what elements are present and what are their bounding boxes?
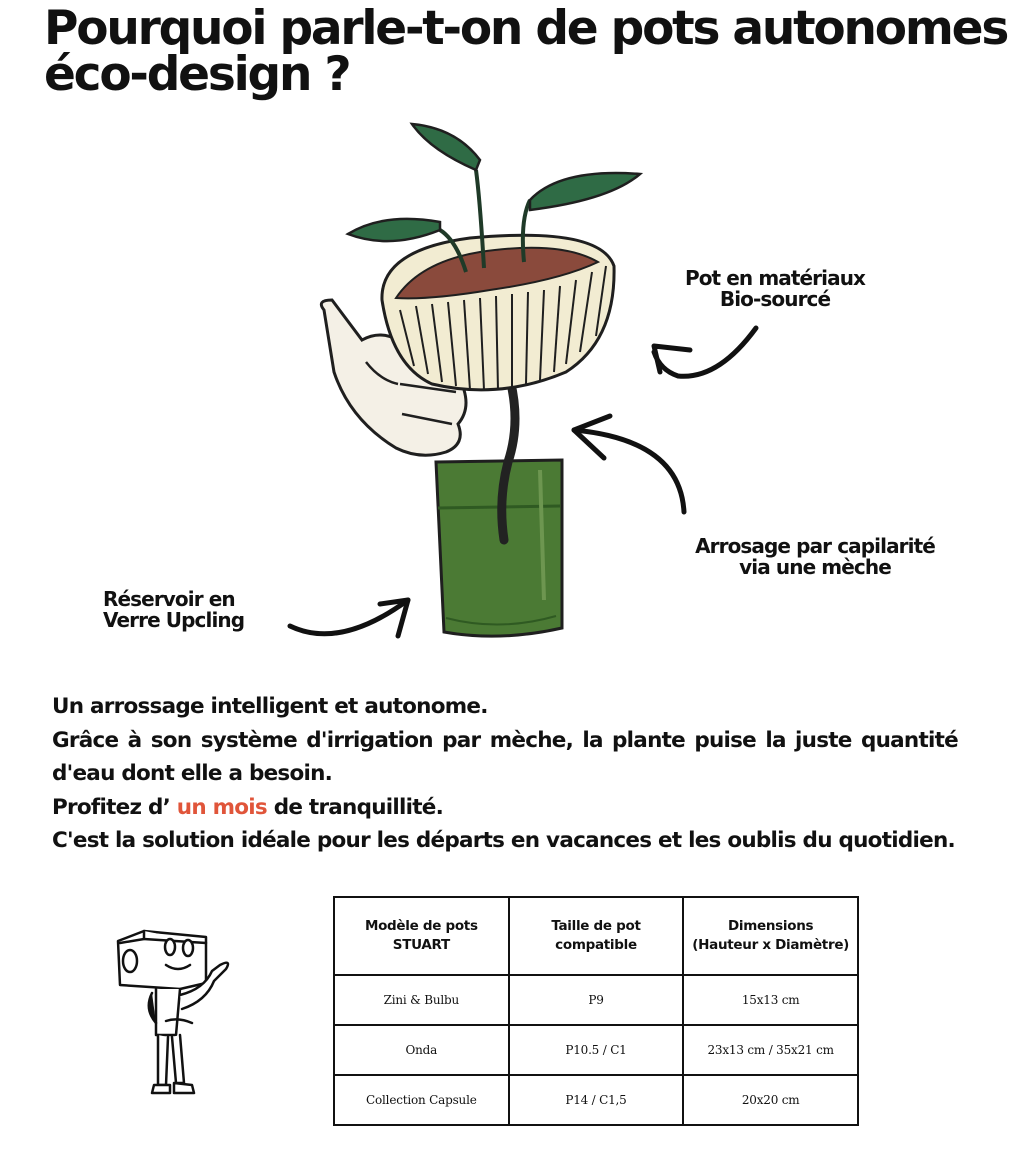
header-dimensions-line-1: Dimensions xyxy=(728,918,814,934)
highlight-one-month: un mois xyxy=(176,794,267,820)
label-reservoir-line-1: Réservoir en xyxy=(103,587,235,611)
label-reservoir-line-2: Verre Upcling xyxy=(103,608,245,632)
description-line-3 xyxy=(52,791,958,825)
header-model-line-2: STUART xyxy=(392,937,450,953)
table-row xyxy=(334,1075,858,1125)
table-row xyxy=(334,1025,858,1075)
label-pot-line-2: Bio-sourcé xyxy=(719,287,831,311)
page-title xyxy=(44,1,1008,102)
header-pot-size-line-1: Taille de pot xyxy=(551,918,641,934)
header-dimensions-line-2: (Hauteur x Diamètre) xyxy=(692,937,850,953)
header-dimensions xyxy=(683,897,858,975)
label-biosourced-pot xyxy=(660,268,890,310)
header-model-line-1: Modèle de pots xyxy=(364,918,478,934)
plant-pot-illustration xyxy=(0,110,1024,670)
table-cell: P14 / C1,5 xyxy=(509,1075,684,1125)
biosourced-pot-drawing xyxy=(382,235,614,390)
header-model xyxy=(334,897,509,975)
table-row xyxy=(334,975,858,1025)
description-line-3-prefix: Profitez d’ xyxy=(52,794,177,820)
table-cell: Collection Capsule xyxy=(334,1075,509,1125)
description-line-4: C'est la solution idéale pour les départs en vacances et les oublis du quotidien. xyxy=(52,828,955,853)
table-cell: P10.5 / C1 xyxy=(509,1025,684,1075)
table-cell: P9 xyxy=(509,975,684,1025)
label-glass-reservoir xyxy=(103,589,244,631)
table-cell: 23x13 cm / 35x21 cm xyxy=(683,1025,858,1075)
label-wick-line-2: via une mèche xyxy=(739,555,891,579)
title-line-2: éco-design ? xyxy=(44,47,350,102)
label-wick-watering xyxy=(660,536,970,578)
title-line-1: Pourquoi parle-t-on de pots autonomes xyxy=(44,1,1008,56)
description-line-3-suffix: de tranquillité. xyxy=(266,794,444,820)
label-wick-line-1: Arrosage par capilarité xyxy=(695,534,935,558)
description-line-1: Un arrossage intelligent et autonome. xyxy=(52,694,488,719)
label-pot-line-1: Pot en matériaux xyxy=(684,266,866,290)
table-cell: Onda xyxy=(334,1025,509,1075)
table-cell: 20x20 cm xyxy=(683,1075,858,1125)
table-header-row xyxy=(334,897,858,975)
table-cell: Zini & Bulbu xyxy=(334,975,509,1025)
header-pot-size xyxy=(509,897,684,975)
table-cell: 15x13 cm xyxy=(683,975,858,1025)
header-pot-size-line-2: compatible xyxy=(555,937,637,953)
mascot-illustration xyxy=(108,925,248,1105)
description-block xyxy=(52,690,958,858)
specs-table xyxy=(333,896,859,1126)
description-line-2: Grâce à son système d'irrigation par mèche, la plante puise la juste quantité d'eau dont elle a besoin. xyxy=(52,727,958,786)
